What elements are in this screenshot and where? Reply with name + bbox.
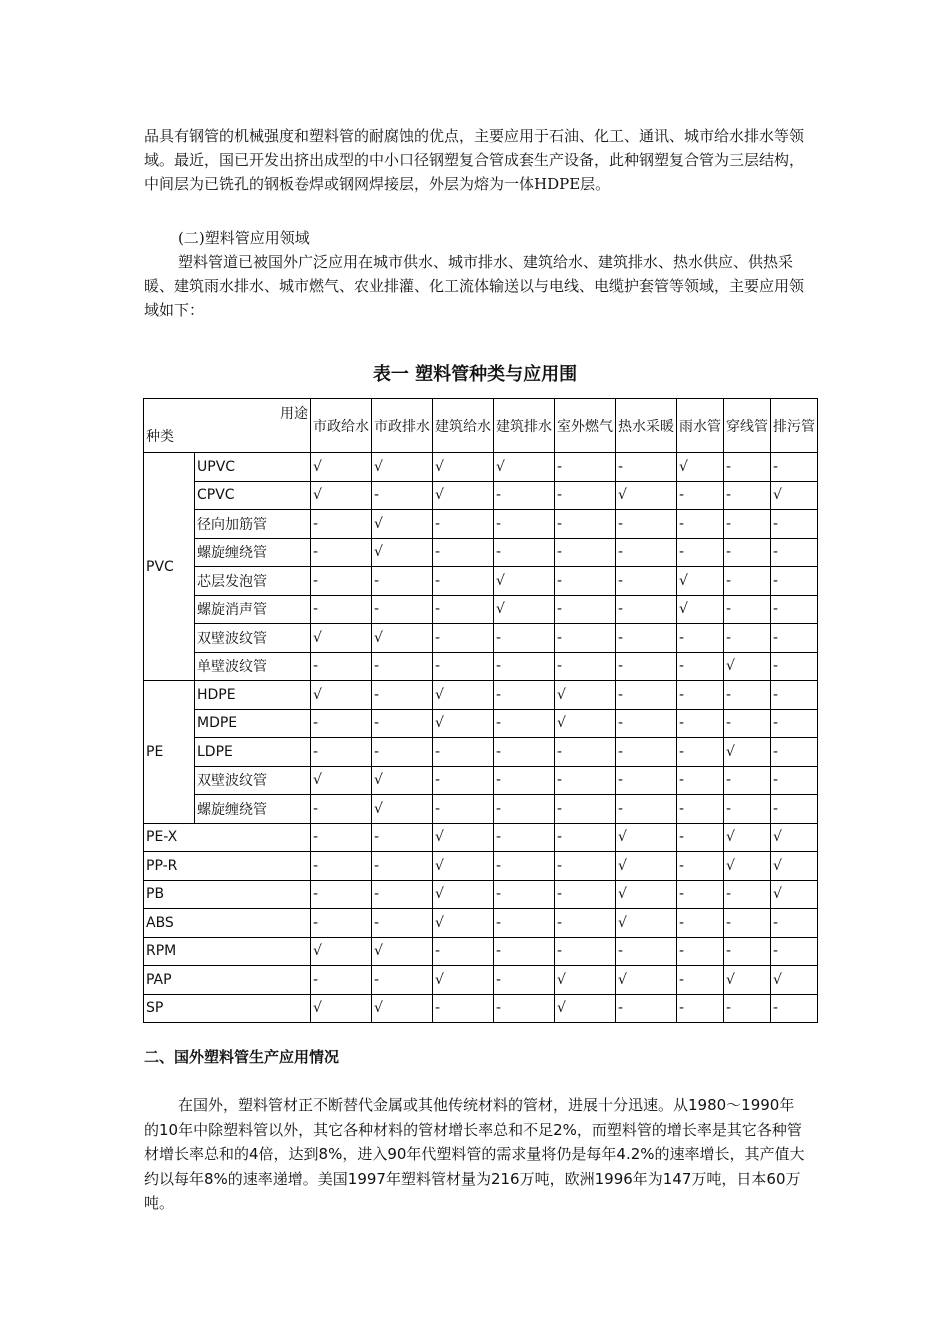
mark-cell: √: [311, 481, 372, 510]
mark-cell: -: [616, 453, 677, 482]
mark-cell: -: [616, 681, 677, 710]
pipe-application-table: [143, 398, 818, 1023]
pipe-type-cell: LDPE: [195, 738, 311, 767]
mark-cell: -: [494, 681, 555, 710]
mark-cell: -: [677, 994, 724, 1023]
section-heading: 二、国外塑料管生产应用情况: [144, 1048, 340, 1066]
mark-cell: √: [555, 994, 616, 1023]
mark-cell: -: [724, 681, 771, 710]
mark-cell: -: [372, 880, 433, 909]
mark-cell: -: [555, 481, 616, 510]
mark-cell: -: [494, 481, 555, 510]
mark-cell: -: [555, 937, 616, 966]
mark-cell: √: [677, 595, 724, 624]
mark-cell: -: [311, 909, 372, 938]
pipe-type-cell: 螺旋消声管: [195, 595, 311, 624]
mark-cell: -: [724, 624, 771, 653]
mark-cell: -: [494, 880, 555, 909]
table-row: [144, 595, 818, 624]
table-row: [144, 538, 818, 567]
column-header: 市政给水: [311, 399, 372, 453]
table-row: [144, 966, 818, 995]
column-header: 穿线管: [724, 399, 771, 453]
mark-cell: -: [494, 937, 555, 966]
mark-cell: -: [433, 538, 494, 567]
mark-cell: -: [677, 538, 724, 567]
mark-cell: -: [311, 823, 372, 852]
mark-cell: -: [677, 880, 724, 909]
mark-cell: -: [724, 481, 771, 510]
mark-cell: √: [433, 481, 494, 510]
mark-cell: √: [433, 709, 494, 738]
mark-cell: √: [372, 795, 433, 824]
mark-cell: -: [494, 909, 555, 938]
mark-cell: √: [771, 481, 818, 510]
mark-cell: -: [724, 766, 771, 795]
mark-cell: √: [311, 624, 372, 653]
pipe-type-cell: UPVC: [195, 453, 311, 482]
usage-header: 用途: [280, 406, 308, 422]
mark-cell: √: [372, 453, 433, 482]
mark-cell: -: [616, 738, 677, 767]
mark-cell: -: [311, 510, 372, 539]
mark-cell: -: [555, 880, 616, 909]
mark-cell: -: [771, 652, 818, 681]
mark-cell: √: [494, 453, 555, 482]
mark-cell: √: [433, 453, 494, 482]
mark-cell: -: [616, 652, 677, 681]
mark-cell: √: [433, 909, 494, 938]
mark-cell: -: [677, 966, 724, 995]
mark-cell: -: [677, 766, 724, 795]
mark-cell: -: [433, 652, 494, 681]
table-row: [144, 766, 818, 795]
table-row: [144, 994, 818, 1023]
mark-cell: √: [677, 453, 724, 482]
mark-cell: -: [494, 510, 555, 539]
mark-cell: -: [555, 567, 616, 596]
section-paragraph: 在国外，塑料管材正不断替代金属或其他传统材料的管材，进展十分迅速。从1980～1990年的10年中除塑料管以外，其它各种材料的管材增长率总和不足2%，而塑料管的增长率是其它各种管材增长率总和的4倍，达到8%，进入90年代塑料管的需求量将仍是每年4.2%的速率增长，其产值大约以每年8%的速率递增。美国1997年塑料管材量为216万吨，欧洲1996年为147万吨，日本60万吨。: [144, 1096, 805, 1212]
mark-cell: -: [616, 567, 677, 596]
mark-cell: -: [372, 652, 433, 681]
table-title: 表一 塑料管种类与应用围: [372, 364, 578, 385]
mark-cell: √: [616, 966, 677, 995]
mark-cell: -: [724, 937, 771, 966]
mark-cell: √: [677, 567, 724, 596]
mark-cell: -: [616, 766, 677, 795]
mark-cell: -: [616, 510, 677, 539]
mark-cell: -: [616, 538, 677, 567]
mark-cell: -: [494, 624, 555, 653]
mark-cell: √: [616, 909, 677, 938]
corner-header-cell: [144, 399, 311, 453]
mark-cell: -: [372, 909, 433, 938]
mark-cell: √: [555, 966, 616, 995]
mark-cell: -: [433, 595, 494, 624]
mark-cell: -: [677, 909, 724, 938]
mark-cell: -: [724, 595, 771, 624]
mark-cell: -: [372, 481, 433, 510]
mark-cell: -: [555, 652, 616, 681]
mark-cell: √: [311, 453, 372, 482]
mark-cell: √: [494, 595, 555, 624]
mark-cell: -: [494, 538, 555, 567]
mark-cell: √: [311, 994, 372, 1023]
mark-cell: √: [372, 624, 433, 653]
mark-cell: -: [555, 510, 616, 539]
mark-cell: -: [771, 994, 818, 1023]
mark-cell: -: [311, 595, 372, 624]
mark-cell: √: [724, 852, 771, 881]
mark-cell: -: [771, 909, 818, 938]
mark-cell: √: [372, 937, 433, 966]
mark-cell: √: [771, 966, 818, 995]
mark-cell: -: [771, 538, 818, 567]
table-row: [144, 795, 818, 824]
mark-cell: -: [555, 595, 616, 624]
intro-paragraph: 品具有钢管的机械强度和塑料管的耐腐蚀的优点，主要应用于石油、化工、通讯、城市给水排水等领域。最近，国已开发出挤出成型的中小口径钢塑复合管成套生产设备，此种钢塑复合管为三层结构，中间层为已铣孔的钢板卷焊或钢网焊接层，外层为熔为一体HDPE层。: [144, 127, 805, 193]
mark-cell: -: [616, 595, 677, 624]
mark-cell: -: [494, 738, 555, 767]
mark-cell: -: [433, 738, 494, 767]
pipe-type-cell: 双壁波纹管: [195, 624, 311, 653]
column-header: 市政排水: [372, 399, 433, 453]
column-header: 排污管: [771, 399, 818, 453]
table-row: [144, 510, 818, 539]
mark-cell: -: [433, 766, 494, 795]
mark-cell: √: [724, 652, 771, 681]
mark-cell: -: [724, 453, 771, 482]
table-body: [144, 399, 818, 1023]
mark-cell: -: [494, 795, 555, 824]
mark-cell: -: [771, 567, 818, 596]
column-header: 雨水管: [677, 399, 724, 453]
table-row: [144, 880, 818, 909]
mark-cell: -: [372, 709, 433, 738]
mark-cell: -: [555, 795, 616, 824]
mark-cell: √: [372, 994, 433, 1023]
mark-cell: -: [372, 823, 433, 852]
mark-cell: √: [771, 880, 818, 909]
mark-cell: -: [616, 795, 677, 824]
mark-cell: -: [311, 966, 372, 995]
mark-cell: -: [771, 595, 818, 624]
application-paragraph: 塑料管道已被国外广泛应用在城市供水、城市排水、建筑给水、建筑排水、热水供应、供热采暖、建筑雨水排水、城市燃气、农业排灌、化工流体输送以与电线、电缆护套管等领域，主要应用领域如下：: [144, 253, 805, 319]
mark-cell: -: [311, 652, 372, 681]
pipe-type-cell: PAP: [144, 966, 311, 995]
mark-cell: √: [771, 823, 818, 852]
mark-cell: √: [433, 852, 494, 881]
pipe-type-cell: 芯层发泡管: [195, 567, 311, 596]
mark-cell: -: [677, 681, 724, 710]
mark-cell: -: [555, 453, 616, 482]
mark-cell: -: [494, 652, 555, 681]
pipe-type-cell: PE-X: [144, 823, 311, 852]
mark-cell: -: [311, 709, 372, 738]
table-row: [144, 709, 818, 738]
mark-cell: -: [677, 624, 724, 653]
mark-cell: -: [555, 624, 616, 653]
mark-cell: -: [677, 795, 724, 824]
pipe-type-cell: 单壁波纹管: [195, 652, 311, 681]
mark-cell: -: [771, 738, 818, 767]
mark-cell: -: [724, 567, 771, 596]
mark-cell: √: [372, 510, 433, 539]
mark-cell: -: [771, 937, 818, 966]
mark-cell: -: [724, 538, 771, 567]
pipe-type-cell: CPVC: [195, 481, 311, 510]
mark-cell: -: [494, 823, 555, 852]
mark-cell: -: [555, 738, 616, 767]
mark-cell: √: [311, 937, 372, 966]
mark-cell: -: [677, 823, 724, 852]
mark-cell: -: [433, 937, 494, 966]
mark-cell: √: [771, 852, 818, 881]
group-name-cell: PE: [144, 681, 195, 824]
pipe-type-cell: MDPE: [195, 709, 311, 738]
column-header: 室外燃气: [555, 399, 616, 453]
mark-cell: -: [677, 481, 724, 510]
pipe-type-cell: PB: [144, 880, 311, 909]
mark-cell: -: [771, 766, 818, 795]
mark-cell: √: [616, 481, 677, 510]
mark-cell: -: [372, 852, 433, 881]
mark-cell: √: [372, 538, 433, 567]
mark-cell: √: [724, 823, 771, 852]
pipe-type-cell: RPM: [144, 937, 311, 966]
mark-cell: -: [433, 510, 494, 539]
mark-cell: -: [677, 510, 724, 539]
mark-cell: √: [616, 880, 677, 909]
mark-cell: -: [555, 766, 616, 795]
mark-cell: -: [677, 709, 724, 738]
column-header: 热水采暖: [616, 399, 677, 453]
mark-cell: -: [311, 880, 372, 909]
mark-cell: -: [311, 538, 372, 567]
mark-cell: -: [724, 909, 771, 938]
mark-cell: √: [555, 681, 616, 710]
mark-cell: -: [433, 795, 494, 824]
mark-cell: -: [372, 681, 433, 710]
mark-cell: -: [771, 453, 818, 482]
table-row: [144, 909, 818, 938]
mark-cell: √: [555, 709, 616, 738]
mark-cell: -: [555, 823, 616, 852]
mark-cell: -: [677, 738, 724, 767]
table-row: [144, 823, 818, 852]
pipe-type-cell: 径向加筋管: [195, 510, 311, 539]
table-row: [144, 453, 818, 482]
mark-cell: -: [311, 738, 372, 767]
mark-cell: √: [372, 766, 433, 795]
mark-cell: -: [372, 738, 433, 767]
group-name-cell: PVC: [144, 453, 195, 681]
mark-cell: √: [311, 766, 372, 795]
pipe-type-cell: SP: [144, 994, 311, 1023]
type-header: 种类: [146, 429, 174, 445]
mark-cell: -: [372, 966, 433, 995]
mark-cell: √: [616, 852, 677, 881]
mark-cell: √: [433, 823, 494, 852]
table-row: [144, 681, 818, 710]
table-row: [144, 481, 818, 510]
mark-cell: √: [433, 966, 494, 995]
mark-cell: -: [724, 709, 771, 738]
table-row: [144, 567, 818, 596]
mark-cell: -: [372, 595, 433, 624]
mark-cell: -: [494, 766, 555, 795]
mark-cell: -: [771, 510, 818, 539]
mark-cell: -: [724, 795, 771, 824]
mark-cell: -: [433, 567, 494, 596]
mark-cell: √: [433, 880, 494, 909]
mark-cell: -: [616, 709, 677, 738]
mark-cell: √: [494, 567, 555, 596]
mark-cell: -: [677, 652, 724, 681]
mark-cell: √: [433, 681, 494, 710]
mark-cell: -: [724, 994, 771, 1023]
mark-cell: -: [771, 681, 818, 710]
mark-cell: -: [677, 937, 724, 966]
subsection-heading: (二)塑料管应用领域: [178, 229, 310, 247]
mark-cell: -: [771, 624, 818, 653]
mark-cell: -: [494, 966, 555, 995]
mark-cell: -: [311, 852, 372, 881]
mark-cell: √: [724, 966, 771, 995]
mark-cell: -: [494, 709, 555, 738]
mark-cell: -: [771, 709, 818, 738]
column-header: 建筑给水: [433, 399, 494, 453]
mark-cell: -: [494, 852, 555, 881]
mark-cell: -: [771, 795, 818, 824]
mark-cell: √: [724, 738, 771, 767]
mark-cell: √: [311, 681, 372, 710]
pipe-type-cell: PP-R: [144, 852, 311, 881]
mark-cell: -: [616, 994, 677, 1023]
mark-cell: -: [433, 624, 494, 653]
mark-cell: -: [724, 510, 771, 539]
mark-cell: -: [311, 795, 372, 824]
mark-cell: -: [616, 624, 677, 653]
table-row: [144, 624, 818, 653]
mark-cell: -: [677, 852, 724, 881]
mark-cell: -: [311, 567, 372, 596]
pipe-type-cell: 螺旋缠绕管: [195, 795, 311, 824]
pipe-type-cell: 螺旋缠绕管: [195, 538, 311, 567]
mark-cell: -: [433, 994, 494, 1023]
mark-cell: -: [555, 538, 616, 567]
mark-cell: √: [616, 823, 677, 852]
table-header-row: [144, 399, 818, 453]
mark-cell: -: [724, 880, 771, 909]
pipe-type-cell: 双壁波纹管: [195, 766, 311, 795]
mark-cell: -: [494, 994, 555, 1023]
pipe-type-cell: HDPE: [195, 681, 311, 710]
mark-cell: -: [372, 567, 433, 596]
pipe-type-cell: ABS: [144, 909, 311, 938]
table-row: [144, 652, 818, 681]
mark-cell: -: [616, 937, 677, 966]
table-row: [144, 937, 818, 966]
table-row: [144, 738, 818, 767]
mark-cell: -: [555, 909, 616, 938]
column-header: 建筑排水: [494, 399, 555, 453]
table-row: [144, 852, 818, 881]
mark-cell: -: [555, 852, 616, 881]
